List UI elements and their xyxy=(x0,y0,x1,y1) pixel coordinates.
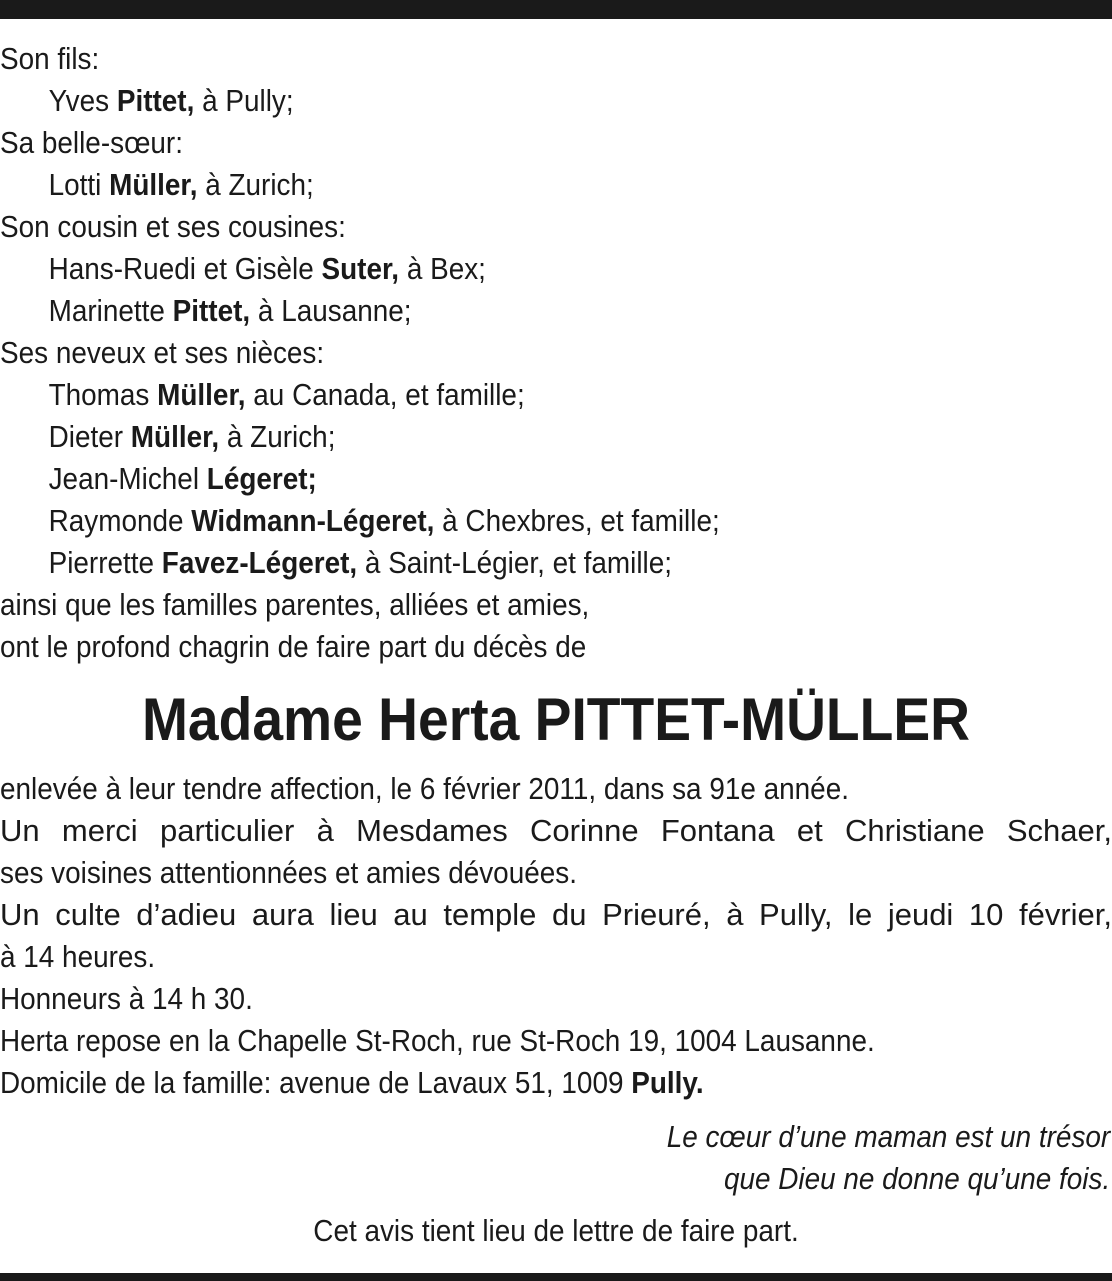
sister-in-law-entry: Lotti Müller, à Zurich; xyxy=(48,167,314,202)
quote-line: que Dieu ne donne qu’une fois. xyxy=(723,1161,1111,1196)
cousins-heading: Son cousin et ses cousines: xyxy=(0,209,346,244)
surname: Müller, xyxy=(109,167,198,202)
domicile-line: Domicile de la famille: avenue de Lavaux 51, 1009 Pully. xyxy=(0,1065,704,1100)
obituary-notice xyxy=(0,38,1112,1252)
quote-line: Le cœur d’une maman est un trésor xyxy=(666,1119,1111,1154)
thanks-line: Un merci particulier à Mesdames Corinne Fontana et Christiane Schaer, xyxy=(0,813,1112,848)
nephews-heading: Ses neveux et ses nièces: xyxy=(0,335,325,370)
son-entry: Yves Pittet, à Pully; xyxy=(48,83,294,118)
top-rule xyxy=(0,0,1112,19)
son-heading: Son fils: xyxy=(0,41,100,76)
thanks-line: ses voisines attentionnées et amies dévouées. xyxy=(0,855,577,890)
surname: Müller, xyxy=(130,419,220,454)
bottom-rule xyxy=(0,1273,1112,1281)
nephew-entry: Thomas Müller, au Canada, et famille; xyxy=(48,377,525,412)
surname: Müller, xyxy=(157,377,246,412)
surname: Widmann-Légeret, xyxy=(191,503,435,538)
honours-line: Honneurs à 14 h 30. xyxy=(0,981,253,1016)
surname: Pittet, xyxy=(172,293,251,328)
rest-line: Herta repose en la Chapelle St-Roch, rue St-Roch 19, 1004 Lausanne. xyxy=(0,1023,875,1058)
sister-in-law-heading: Sa belle-sœur: xyxy=(0,125,183,160)
cousin-entry: Marinette Pittet, à Lausanne; xyxy=(48,293,412,328)
surname: Légeret; xyxy=(206,461,317,496)
announce-line: ont le profond chagrin de faire part du décès de xyxy=(0,629,587,664)
nephew-entry: Raymonde Widmann-Légeret, à Chexbres, et famille; xyxy=(48,503,720,538)
surname: Suter, xyxy=(321,251,400,286)
nephew-entry: Jean-Michel Légeret; xyxy=(48,461,317,496)
deceased-name: Madame Herta PITTET-MÜLLER xyxy=(141,686,971,753)
service-line: à 14 heures. xyxy=(0,939,156,974)
nephew-entry: Pierrette Favez-Légeret, à Saint-Légier, et famille; xyxy=(48,545,672,580)
cousin-entry: Hans-Ruedi et Gisèle Suter, à Bex; xyxy=(48,251,486,286)
nephew-entry: Dieter Müller, à Zurich; xyxy=(48,419,336,454)
quote xyxy=(0,1116,1112,1200)
domicile-city: Pully. xyxy=(631,1065,704,1100)
service-line: Un culte d’adieu aura lieu au temple du Prieuré, à Pully, le jeudi 10 février, xyxy=(0,897,1112,932)
surname: Favez-Légeret, xyxy=(161,545,358,580)
others-line: ainsi que les familles parentes, alliées et amies, xyxy=(0,587,590,622)
closing-line: Cet avis tient lieu de lettre de faire part. xyxy=(313,1213,799,1248)
death-date-line: enlevée à leur tendre affection, le 6 février 2011, dans sa 91e année. xyxy=(0,771,849,806)
surname: Pittet, xyxy=(116,83,195,118)
